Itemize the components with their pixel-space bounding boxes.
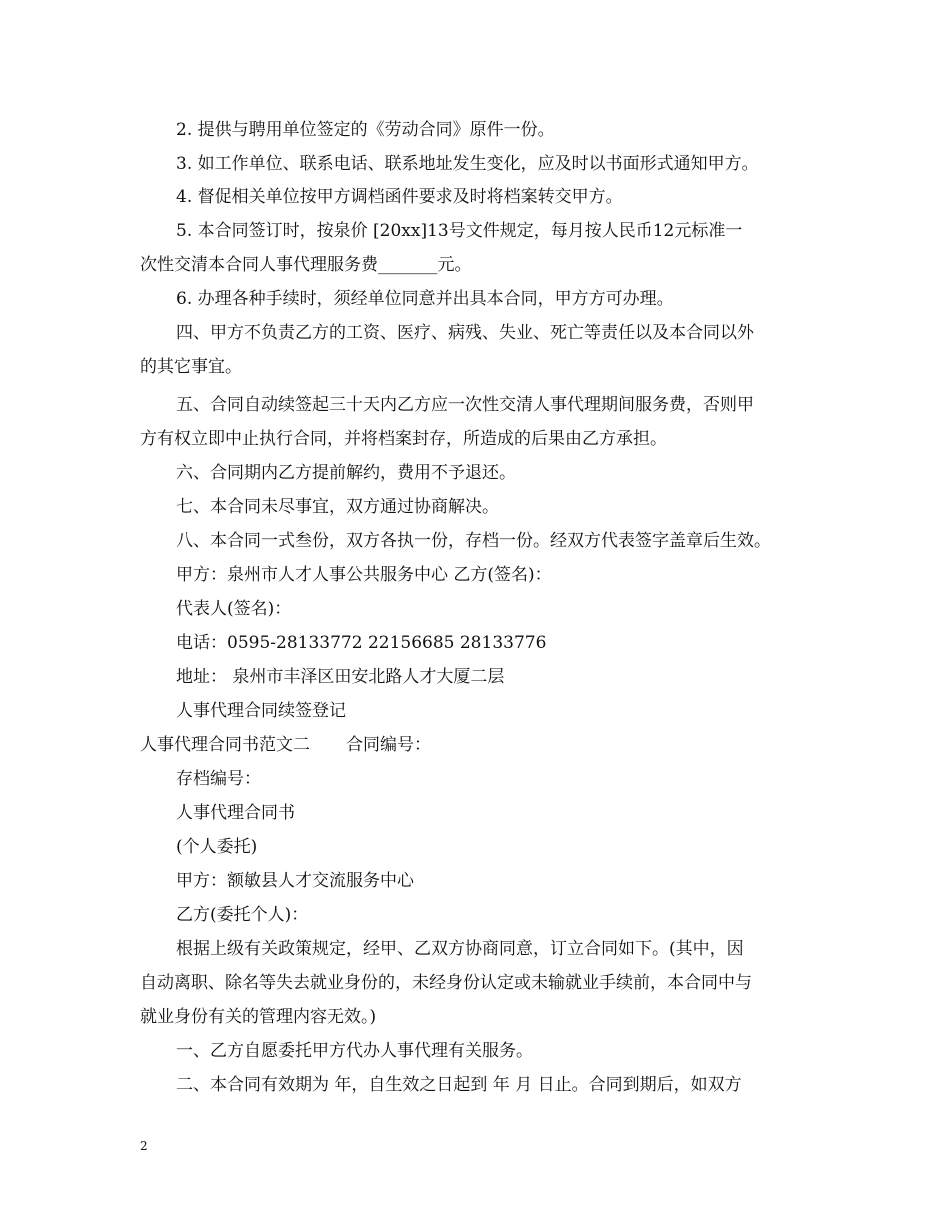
text-line: 电话：0595-28133772 22156685 28133776 xyxy=(176,633,547,653)
text-line: 6. 办理各种手续时，须经单位同意并出具本合同，甲方方可办理。 xyxy=(176,289,674,309)
text-line: 次性交清本合同人事代理服务费_______元。 xyxy=(140,255,472,275)
text-line: 代表人(签名)： xyxy=(176,599,292,619)
text-line: 人事代理合同书 xyxy=(176,803,295,823)
text-line: 甲方：泉州市人才人事公共服务中心 乙方(签名)： xyxy=(176,565,552,585)
text-line: (个人委托) xyxy=(176,837,258,857)
text-line: 二、本合同有效期为 年，自生效之日起到 年 月 日止。合同到期后，如双方 xyxy=(176,1075,742,1095)
text-line: 根据上级有关政策规定，经甲、乙双方协商同意，订立合同如下。(其中，因 xyxy=(176,939,744,959)
text-line: 4. 督促相关单位按甲方调档函件要求及时将档案转交甲方。 xyxy=(176,187,623,207)
page-number: 2 xyxy=(140,1139,148,1153)
text-line: 人事代理合同续签登记 xyxy=(176,701,346,721)
text-line: 存档编号： xyxy=(176,769,261,789)
contract-number-label: 合同编号： xyxy=(346,735,431,755)
text-line: 四、甲方不负责乙方的工资、医疗、病残、失业、死亡等责任以及本合同以外 xyxy=(176,323,754,343)
text-line: 七、本合同未尽事宜，双方通过协商解决。 xyxy=(176,497,499,517)
text-line: 2. 提供与聘用单位签定的《劳动合同》原件一份。 xyxy=(176,120,555,140)
section-title: 人事代理合同书范文二 xyxy=(140,735,310,755)
text-line: 六、合同期内乙方提前解约，费用不予退还。 xyxy=(176,463,516,483)
text-line: 自动离职、除名等失去就业身份的，未经身份认定或未输就业手续前，本合同中与 xyxy=(140,973,752,993)
text-line: 就业身份有关的管理内容无效。) xyxy=(140,1007,377,1027)
text-line: 五、合同自动续签起三十天内乙方应一次性交清人事代理期间服务费，否则甲 xyxy=(176,395,754,415)
section-title-line xyxy=(140,733,431,757)
text-line: 方有权立即中止执行合同，并将档案封存，所造成的后果由乙方承担。 xyxy=(140,429,667,449)
text-line: 一、乙方自愿委托甲方代办人事代理有关服务。 xyxy=(176,1041,533,1061)
text-line: 的其它事宜。 xyxy=(140,357,242,377)
text-line: 3. 如工作单位、联系电话、联系地址发生变化，应及时以书面形式通知甲方。 xyxy=(176,154,759,174)
text-line: 5. 本合同签订时，按泉价 [20xx]13号文件规定，每月按人民币12元标准一 xyxy=(176,221,743,241)
text-line: 甲方：额敏县人才交流服务中心 xyxy=(176,871,414,891)
text-line: 地址： 泉州市丰泽区田安北路人才大厦二层 xyxy=(176,667,505,687)
text-line: 乙方(委托个人)： xyxy=(176,905,309,925)
text-line: 八、本合同一式叁份，双方各执一份，存档一份。经双方代表签字盖章后生效。 xyxy=(176,531,771,551)
